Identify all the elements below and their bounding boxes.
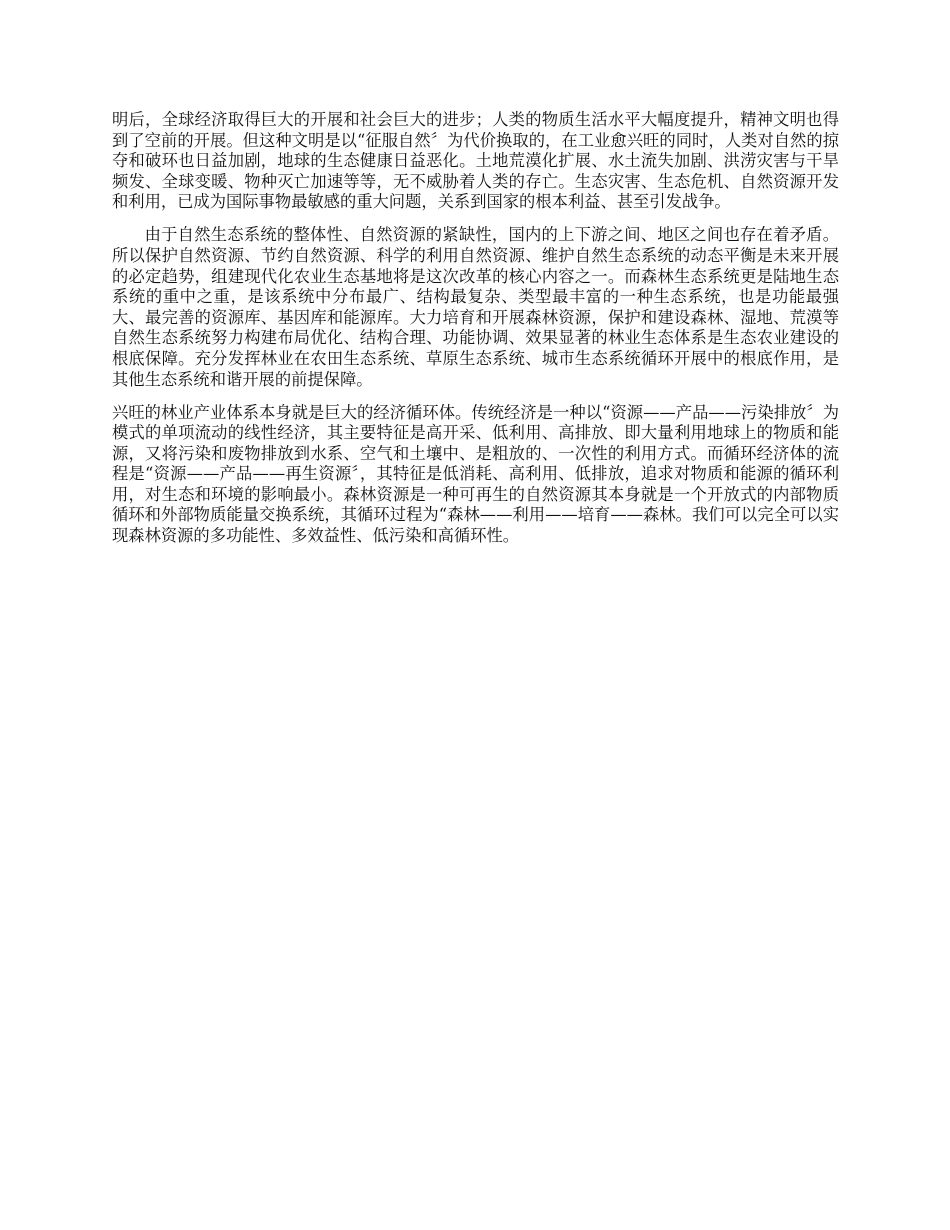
- paragraph-3: 兴旺的林业产业体系本身就是巨大的经济循环体。传统经济是一种以“资源——产品——污染排放〞为模式的单项流动的线性经济，其主要特征是高开采、低利用、高排放、即大量利用地球上的物质和能源，又将污染和废物排放到水系、空气和土壤中、是粗放的、一次性的利用方式。而循环经济体的流程是“资源——产品——再生资源〞，其特征是低消耗、高利用、低排放，追求对物质和能源的循环利用，对生态和环境的影响最小。森林资源是一种可再生的自然资源其本身就是一个开放式的内部物质循环和外部物质能量交换系统，其循环过程为“森林——利用——培育——森林。我们可以完全可以实现森林资源的多功能性、多效益性、低污染和高循环性。: [112, 402, 839, 546]
- paragraph-2: 由于自然生态系统的整体性、自然资源的紧缺性，国内的上下游之间、地区之间也存在着矛盾。所以保护自然资源、节约自然资源、科学的利用自然资源、维护自然生态系统的动态平衡是未来开展的必定趋势，组建现代化农业生态基地将是这次改革的核心内容之一。而森林生态系统更是陆地生态系统的重中之重，是该系统中分布最广、结构最复杂、类型最丰富的一种生态系统，也是功能最强大、最完善的资源库、基因库和能源库。大力培育和开展森林资源，保护和建设森林、湿地、荒漠等自然生态系统努力构建布局优化、结构合理、功能协调、效果显著的林业生态体系是生态农业建设的根底保障。充分发挥林业在农田生态系统、草原生态系统、城市生态系统循环开展中的根底作用，是其他生态系统和谐开展的前提保障。: [112, 225, 839, 389]
- paragraph-1: 明后，全球经济取得巨大的开展和社会巨大的进步；人类的物质生活水平大幅度提升，精神文明也得到了空前的开展。但这种文明是以“征服自然〞为代价换取的，在工业愈兴旺的同时，人类对自然的掠夺和破环也日益加剧，地球的生态健康日益恶化。土地荒漠化扩展、水土流失加剧、洪涝灾害与干旱频发、全球变暖、物种灭亡加速等等，无不威胁着人类的存亡。生态灾害、生态危机、自然资源开发和利用，已成为国际事物最敏感的重大问题，关系到国家的根本利益、甚至引发战争。: [112, 110, 839, 212]
- document-page: [112, 110, 839, 547]
